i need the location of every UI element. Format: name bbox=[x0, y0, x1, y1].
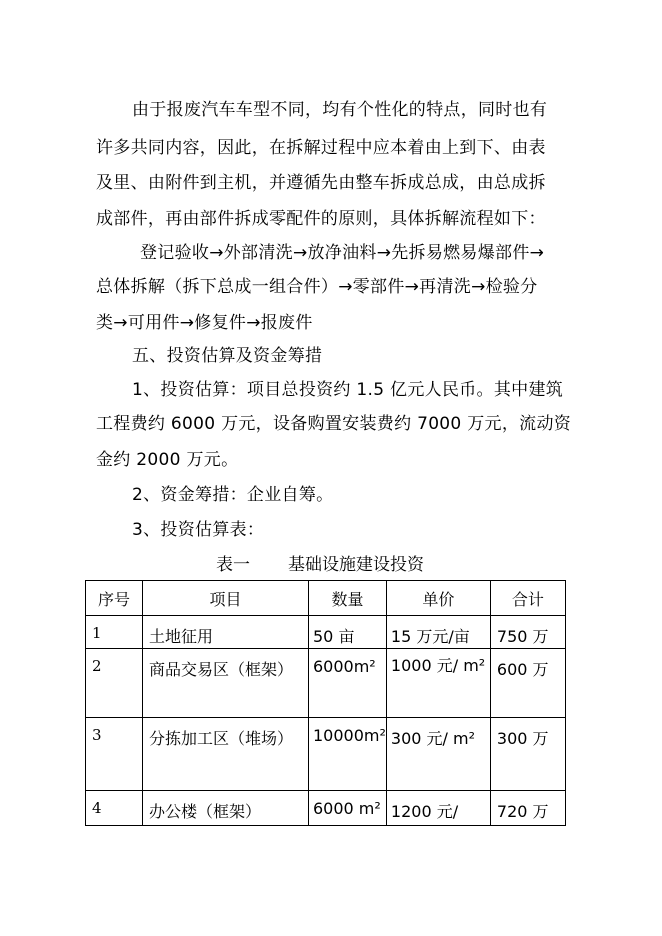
cell-total: 720 万 bbox=[490, 791, 565, 826]
table-row bbox=[86, 616, 566, 649]
cell-item: 商品交易区（框架） bbox=[143, 649, 309, 718]
paragraph-line: 及里、由附件到主机，并遵循先由整车拆成总成，由总成拆 bbox=[96, 173, 546, 193]
cell-price: 300 元/ m² bbox=[386, 718, 490, 791]
flow-line: 类→可用件→修复件→报废件 bbox=[96, 313, 313, 333]
table-intro: 3、投资估算表： bbox=[132, 520, 265, 540]
cell-price bbox=[386, 649, 490, 718]
header-total: 合计 bbox=[490, 581, 565, 616]
table-caption bbox=[216, 555, 424, 575]
cell-no: 4 bbox=[86, 791, 143, 826]
cell-total: 300 万 bbox=[490, 718, 565, 791]
cell-price: 15 万元/亩 bbox=[386, 616, 490, 649]
estimate-line: 金约 2000 万元。 bbox=[96, 450, 239, 470]
cell-item: 土地征用 bbox=[143, 616, 309, 649]
cell-item: 分拣加工区（堆场） bbox=[143, 718, 309, 791]
paragraph-line: 成部件，再由部件拆成零配件的原则，具体拆解流程如下： bbox=[96, 209, 546, 229]
investment-table bbox=[85, 580, 566, 826]
estimate-line: 工程费约 6000 万元，设备购置安装费约 7000 万元，流动资 bbox=[96, 414, 572, 434]
header-item: 项目 bbox=[143, 581, 309, 616]
cell-qty: 6000 m² bbox=[309, 791, 387, 826]
cell-qty: 50 亩 bbox=[309, 616, 387, 649]
table-caption-title: 基础设施建设投资 bbox=[288, 555, 424, 575]
funding-line: 2、资金筹措：企业自筹。 bbox=[132, 485, 334, 505]
table-row bbox=[86, 718, 566, 791]
paragraph-line: 许多共同内容，因此，在拆解过程中应本着由上到下、由表 bbox=[96, 138, 546, 158]
estimate-line: 1、投资估算：项目总投资约 1.5 亿元人民币。其中建筑 bbox=[132, 380, 564, 400]
table-row bbox=[86, 791, 566, 826]
table-header-row bbox=[86, 581, 566, 616]
cell-qty: 10000m² bbox=[309, 718, 387, 791]
cell-price: 1200 元/ bbox=[386, 791, 490, 826]
table-caption-prefix: 表一 bbox=[216, 555, 250, 575]
table-row bbox=[86, 649, 566, 718]
cell-price-text: 1000 元/ m² bbox=[390, 656, 486, 675]
cell-no: 2 bbox=[86, 649, 143, 718]
cell-total: 600 万 bbox=[490, 649, 565, 718]
header-price: 单价 bbox=[386, 581, 490, 616]
paragraph-line: 由于报废汽车车型不同，均有个性化的特点，同时也有 bbox=[132, 100, 548, 120]
header-qty: 数量 bbox=[309, 581, 387, 616]
cell-item: 办公楼（框架） bbox=[143, 791, 309, 826]
cell-total: 750 万 bbox=[490, 616, 565, 649]
cell-qty: 6000m² bbox=[309, 649, 387, 718]
header-no: 序号 bbox=[86, 581, 143, 616]
section-title: 五、投资估算及资金筹措 bbox=[132, 346, 323, 366]
flow-line: 登记验收→外部清洗→放净油料→先拆易燃易爆部件→ bbox=[140, 243, 545, 263]
cell-no: 3 bbox=[86, 718, 143, 791]
cell-no: 1 bbox=[86, 616, 143, 649]
flow-line: 总体拆解（拆下总成一组合件）→零部件→再清洗→检验分 bbox=[96, 277, 538, 297]
